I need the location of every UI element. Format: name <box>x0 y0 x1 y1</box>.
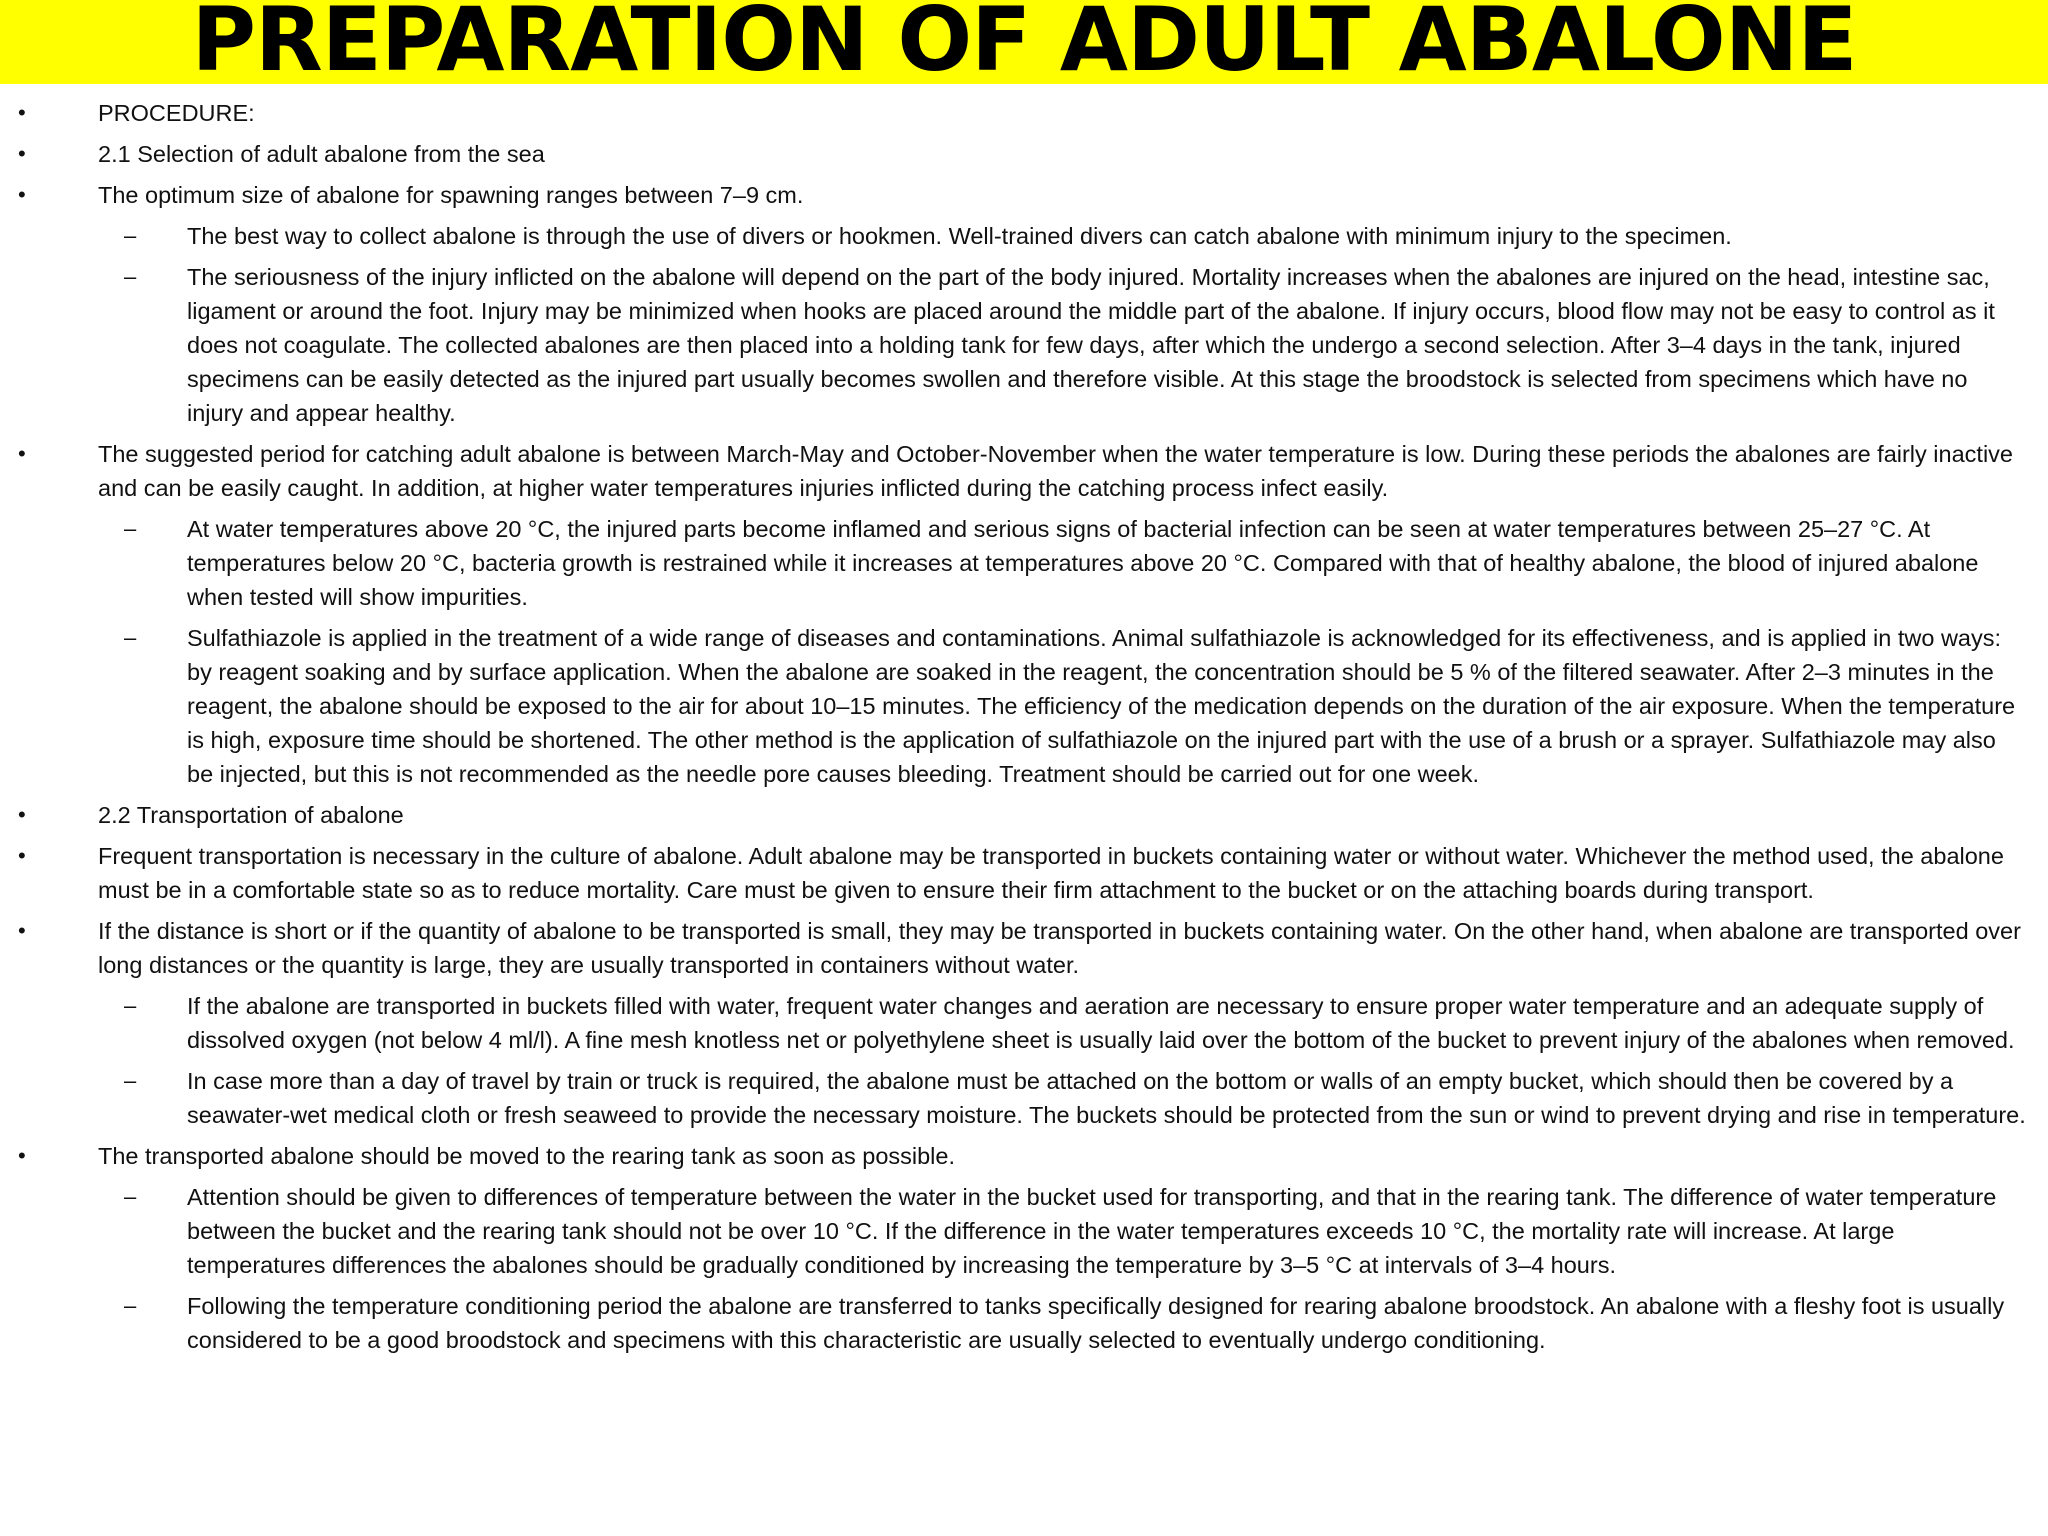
dash-marker: – <box>124 223 137 248</box>
item-text: Frequent transportation is necessary in the culture of abalone. Adult abalone may be transported in buckets containing water or without water. Whichever the method used, the abalone must be in a comfortable state so as to reduce mortality. Care must be given to ensure their firm attachment to the bucket or on the attaching boards during transport. <box>98 843 2004 903</box>
item-text: Following the temperature conditioning period the abalone are transferred to tanks specifically designed for rearing abalone broodstock. An abalone with a fleshy foot is usually considered to be a good broodstock and specimens with this characteristic are usually selected to eventually undergo conditioning. <box>187 1293 2005 1353</box>
dash-marker: – <box>124 516 137 541</box>
item-text: If the distance is short or if the quantity of abalone to be transported is small, they may be transported in buckets containing water. On the other hand, when abalone are transported over long distances or the quantity is large, they are usually transported in containers without water. <box>98 918 2021 978</box>
list-item <box>0 839 2048 907</box>
sub-list-item <box>0 1064 2048 1132</box>
sub-list-item <box>0 989 2048 1057</box>
page-title: PREPARATION OF ADULT ABALONE <box>191 0 1857 91</box>
dash-marker: – <box>124 1184 137 1209</box>
list-item <box>0 178 2048 212</box>
item-text: The best way to collect abalone is through the use of divers or hookmen. Well-trained divers can catch abalone with minimum injury to the specimen. <box>187 223 1732 249</box>
content-list <box>0 96 2048 1364</box>
item-text: The optimum size of abalone for spawning ranges between 7–9 cm. <box>98 182 804 208</box>
sub-list-item <box>0 219 2048 253</box>
bullet-marker: • <box>18 441 26 466</box>
list-item <box>0 798 2048 832</box>
item-text: 2.1 Selection of adult abalone from the sea <box>98 141 545 167</box>
dash-marker: – <box>124 993 137 1018</box>
item-text: The seriousness of the injury inflicted on the abalone will depend on the part of the body injured. Mortality increases when the abalones are injured on the head, intestine sac, ligament or around the foot. Injury may be minimized when hooks are placed around the middle part of the abalone. If injury occurs, blood flow may not be easy to control as it does not coagulate. The collected abalones are then placed into a holding tank for few days, after which the undergo a second selection. After 3–4 days in the tank, injured specimens can be easily detected as the injured part usually becomes swollen and therefore visible. At this stage the broodstock is selected from specimens which have no injury and appear healthy. <box>187 264 1995 426</box>
item-text: 2.2 Transportation of abalone <box>98 802 404 828</box>
item-text: The suggested period for catching adult abalone is between March-May and October-November when the water temperature is low. During these periods the abalones are fairly inactive and can be easily caught. In addition, at higher water temperatures injuries inflicted during the catching process infect easily. <box>98 441 2013 501</box>
bullet-marker: • <box>18 141 26 166</box>
item-text: The transported abalone should be moved to the rearing tank as soon as possible. <box>98 1143 955 1169</box>
dash-marker: – <box>124 1068 137 1093</box>
dash-marker: – <box>124 1293 137 1318</box>
bullet-marker: • <box>18 843 26 868</box>
item-text: Attention should be given to differences of temperature between the water in the bucket used for transporting, and that in the rearing tank. The difference of water temperature between the bucket and the rearing tank should not be over 10 °C. If the difference in the water temperatures exceeds 10 °C, the mortality rate will increase. At large temperatures differences the abalones should be gradually conditioned by increasing the temperature by 3–5 °C at intervals of 3–4 hours. <box>187 1184 1997 1278</box>
item-text: In case more than a day of travel by train or truck is required, the abalone must be attached on the bottom or walls of an empty bucket, which should then be covered by a seawater-wet medical cloth or fresh seaweed to provide the necessary moisture. The buckets should be protected from the sun or wind to prevent drying and rise in temperature. <box>187 1068 2026 1128</box>
dash-marker: – <box>124 625 137 650</box>
item-text: If the abalone are transported in buckets filled with water, frequent water changes and aeration are necessary to ensure proper water temperature and an adequate supply of dissolved oxygen (not below 4 ml/l). A fine mesh knotless net or polyethylene sheet is usually laid over the bottom of the bucket to prevent injury of the abalones when removed. <box>187 993 2015 1053</box>
sub-list-item <box>0 1289 2048 1357</box>
sub-list-item <box>0 260 2048 430</box>
bullet-marker: • <box>18 918 26 943</box>
item-text: Sulfathiazole is applied in the treatment of a wide range of diseases and contaminations. Animal sulfathiazole is acknowledged for its effectiveness, and is applied in two ways: by reagent soaking and by surface application. When the abalone are soaked in the reagent, the concentration should be 5 % of the filtered seawater. After 2–3 minutes in the reagent, the abalone should be exposed to the air for about 10–15 minutes. The efficiency of the medication depends on the duration of the air exposure. When the temperature is high, exposure time should be shortened. The other method is the application of sulfathiazole on the injured part with the use of a brush or a sprayer. Sulfathiazole may also be injected, but this is not recommended as the needle pore causes bleeding. Treatment should be carried out for one week. <box>187 625 2016 787</box>
list-item <box>0 96 2048 130</box>
item-text: PROCEDURE: <box>98 100 255 126</box>
dash-marker: – <box>124 264 137 289</box>
list-item <box>0 1139 2048 1173</box>
title-bar <box>0 0 2048 91</box>
list-item <box>0 437 2048 505</box>
sub-list-item <box>0 621 2048 791</box>
list-item <box>0 137 2048 171</box>
bullet-marker: • <box>18 182 26 207</box>
item-text: At water temperatures above 20 °C, the injured parts become inflamed and serious signs of bacterial infection can be seen at water temperatures between 25–27 °C. At temperatures below 20 °C, bacteria growth is restrained while it increases at temperatures above 20 °C. Compared with that of healthy abalone, the blood of injured abalone when tested will show impurities. <box>187 516 1979 610</box>
sub-list-item <box>0 512 2048 614</box>
bullet-marker: • <box>18 802 26 827</box>
bullet-marker: • <box>18 100 26 125</box>
list-item <box>0 914 2048 982</box>
bullet-marker: • <box>18 1143 26 1168</box>
sub-list-item <box>0 1180 2048 1282</box>
